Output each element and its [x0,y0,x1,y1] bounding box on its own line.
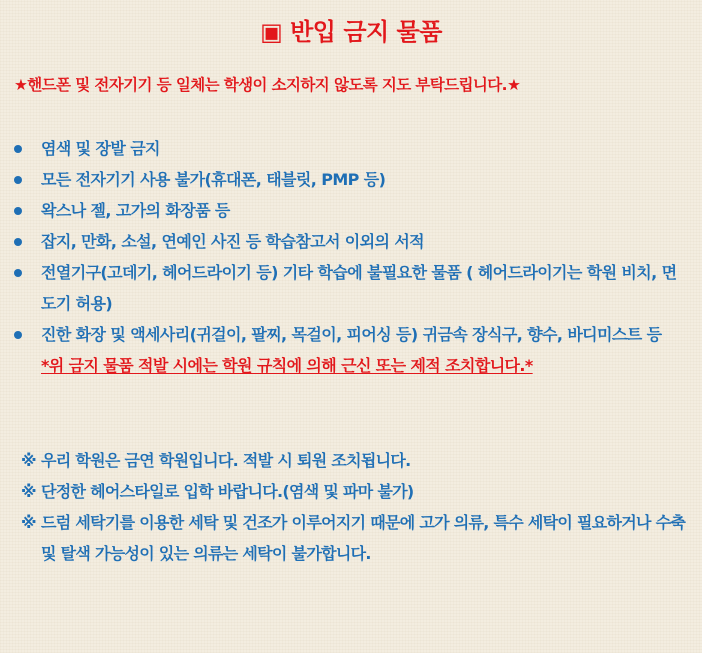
reference-mark-icon: ※ [21,482,36,501]
note-text: 우리 학원은 금연 학원입니다. 적발 시 퇴원 조치됩니다. [41,451,411,470]
list-item [0,257,702,319]
bullet-icon [14,176,22,184]
penalty-notice: *위 금지 물품 적발 시에는 학원 규칙에 의해 근신 또는 제적 조치합니다.* [41,356,533,375]
note-text: 단정한 헤어스타일로 입학 바랍니다.(염색 및 파마 불가) [41,482,414,501]
list-item [0,195,702,226]
list-item-text: 왁스나 젤, 고가의 화장품 등 [41,201,230,220]
notes-list [0,445,702,569]
prohibited-items-list [0,133,702,381]
note-item [0,476,702,507]
list-item-text: 염색 및 장발 금지 [41,139,160,158]
bullet-icon [14,331,22,339]
note-item [0,507,702,569]
list-item-text: 진한 화장 및 액세사리(귀걸이, 팔찌, 목걸이, 피어싱 등) 귀금속 장식구, 향수, 바디미스트 등 [41,325,662,344]
list-item [0,226,702,257]
list-item-text: 모든 전자기기 사용 불가(휴대폰, 태블릿, PMP 등) [41,170,386,189]
list-item [0,133,702,164]
list-item [0,164,702,195]
bullet-icon [14,207,22,215]
list-item [0,319,702,381]
page-title: ▣ 반입 금지 물품 [260,18,442,46]
note-text: 드럼 세탁기를 이용한 세탁 및 건조가 이루어지기 때문에 고가 의류, 특수 세탁이 필요하거나 수축 및 탈색 가능성이 있는 의류는 세탁이 불가합니다. [41,513,686,563]
reference-mark-icon: ※ [21,451,36,470]
note-item [0,445,702,476]
list-item-text: 잡지, 만화, 소설, 연예인 사진 등 학습참고서 이외의 서적 [41,232,425,251]
bullet-icon [14,145,22,153]
list-item-text: 전열기구(고데기, 헤어드라이기 등) 기타 학습에 불필요한 물품 ( 헤어드라이기는 학원 비치, 면도기 허용) [41,263,677,313]
warning-banner: ★핸드폰 및 전자기기 등 일체는 학생이 소지하지 않도록 지도 부탁드립니다.★ [14,76,521,94]
reference-mark-icon: ※ [21,513,36,532]
bullet-icon [14,238,22,246]
bullet-icon [14,269,22,277]
